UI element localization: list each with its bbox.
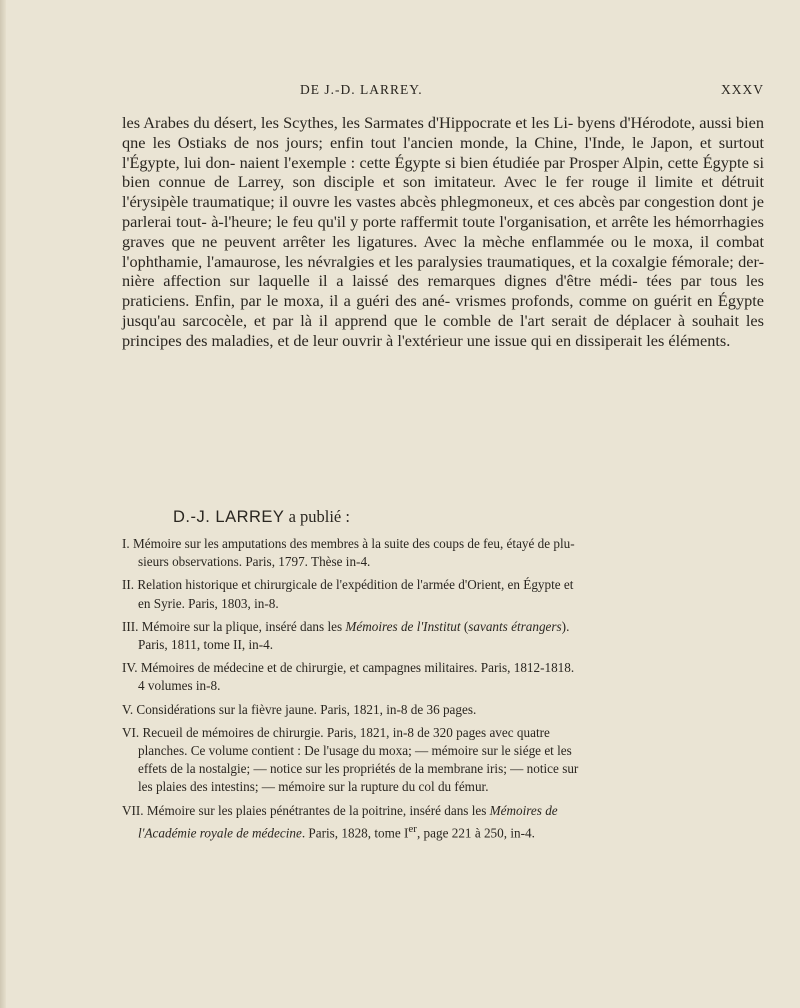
journal-title: Mémoires de l'Institut xyxy=(345,618,461,634)
body-line: là il apprend que le comble de l'art serait de déplacer à souhait les xyxy=(300,310,764,330)
item-number: VII. xyxy=(122,802,144,818)
body-line: fer rouge il limite et détruit l'érysipèle traumatique; il ouvre les vastes xyxy=(122,172,764,212)
superscript: er xyxy=(408,822,417,835)
item-text: effets de la nostalgie; — notice sur les propriétés de la membrane iris; — notice sur xyxy=(138,761,579,777)
publication-item xyxy=(122,701,764,719)
item-text: Relation historique et chirurgicale de l'expédition de l'armée d'Orient, en Égypte et xyxy=(137,577,574,593)
item-text: Recueil de mémoires de chirurgie. Paris, 1821, in-8 de 320 pages avec quatre xyxy=(142,724,550,740)
body-line: abcès phlegmoneux, et ces abcès par congestion dont je parlerai tout- xyxy=(122,192,764,231)
item-text: Mémoire sur les plaies pénétrantes de la poitrine, inséré dans les xyxy=(146,802,490,818)
item-text: sieurs observations. Paris, 1797. Thèse in-4. xyxy=(138,554,371,570)
page-edge xyxy=(0,0,6,1008)
publication-item xyxy=(122,659,764,695)
item-text xyxy=(122,820,764,843)
item-text: 4 volumes in-8. xyxy=(138,678,221,694)
section-heading xyxy=(173,507,350,527)
body-line: tées par tous les praticiens. Enfin, par le moxa, il a guéri des ané- xyxy=(122,271,764,311)
item-number: III. xyxy=(122,618,139,634)
item-number: I. xyxy=(122,536,130,551)
body-line: l'ancien monde, la Chine, l'Inde, le Japon, et surtout l'Égypte, lui don- xyxy=(122,132,764,172)
publication-item xyxy=(122,576,764,612)
item-text: ). xyxy=(561,618,570,634)
body-line: Égypte si bien connue de Larrey, son disciple et son imitateur. Avec le xyxy=(122,152,764,192)
body-line: naient l'exemple : cette Égypte si bien étudiée par Prosper Alpin, cette xyxy=(239,152,699,172)
body-line: à-l'heure; le feu qu'il y porte raffermit toute l'organisation, et arrête xyxy=(211,211,649,231)
item-text: Considérations sur la fièvre jaune. Paris, 1821, in-8 de 36 pages. xyxy=(136,701,477,717)
item-text: , page 221 à 250, in-4. xyxy=(416,825,535,841)
body-line: byens d'Hérodote, aussi bien qne les Ostiaks de nos jours; enfin tout xyxy=(122,113,764,152)
publication-item xyxy=(122,535,764,571)
heading-suffix: a publié : xyxy=(284,507,350,526)
item-text: Mémoires de médecine et de chirurgie, et campagnes militaires. Paris, 1812-1818. xyxy=(140,660,575,676)
item-text: les plaies des intestins; — mémoire sur la rupture du col du fémur. xyxy=(138,779,489,795)
publication-item xyxy=(122,618,764,654)
publication-item xyxy=(122,802,764,843)
journal-subtitle: savants étrangers xyxy=(468,618,562,634)
body-line: dissiperait les éléments. xyxy=(575,330,731,350)
item-text: planches. Ce volume contient : De l'usage du moxa; — mémoire sur le siége et les xyxy=(138,743,572,759)
item-number: II. xyxy=(122,577,135,593)
body-line: les Arabes du désert, les Scythes, les Sarmates d'Hippocrate et les Li- xyxy=(122,113,574,132)
page-number: XXXV xyxy=(721,82,764,97)
running-title: DE J.-D. LARREY. xyxy=(300,82,423,97)
item-number: V. xyxy=(122,701,134,717)
journal-subtitle: l'Académie royale de médecine xyxy=(138,825,302,841)
body-line: nière affection sur laquelle il a laissé des remarques dignes d'être médi- xyxy=(122,271,638,291)
body-line: vrismes profonds, comme on guérit en Égypte jusqu'au sarcocèle, et par xyxy=(122,291,764,330)
item-text: ( xyxy=(460,618,469,634)
journal-title: Mémoires de xyxy=(489,802,558,818)
body-line: névralgies et les paralysies traumatiques, et la coxalgie fémorale; der- xyxy=(307,251,765,271)
author-name: D.-J. LARREY xyxy=(173,508,285,526)
item-text: . Paris, 1828, tome I xyxy=(301,825,409,841)
item-text: Paris, 1811, tome II, in-4. xyxy=(138,637,274,653)
publication-item xyxy=(122,724,764,797)
running-header xyxy=(122,82,764,102)
body-line: principes des maladies, et de leur ouvrir à l'extérieur une issue qui en xyxy=(122,330,572,350)
item-text: Mémoire sur la plique, inséré dans les xyxy=(141,618,346,634)
item-number: VI. xyxy=(122,724,140,740)
publication-list xyxy=(122,535,764,847)
item-text: en Syrie. Paris, 1803, in-8. xyxy=(138,595,279,611)
body-paragraph xyxy=(122,113,764,351)
item-number: IV. xyxy=(122,660,138,676)
body-line: mèche enflammée ou le moxa, il combat l'ophthamie, l'amaurose, les xyxy=(122,231,765,271)
body-line: les hémorrhagies graves que ne peuvent arrêter les ligatures. Avec la xyxy=(122,211,764,251)
item-text: Mémoire sur les amputations des membres à la suite des coups de feu, étayé de plu- xyxy=(133,536,575,551)
